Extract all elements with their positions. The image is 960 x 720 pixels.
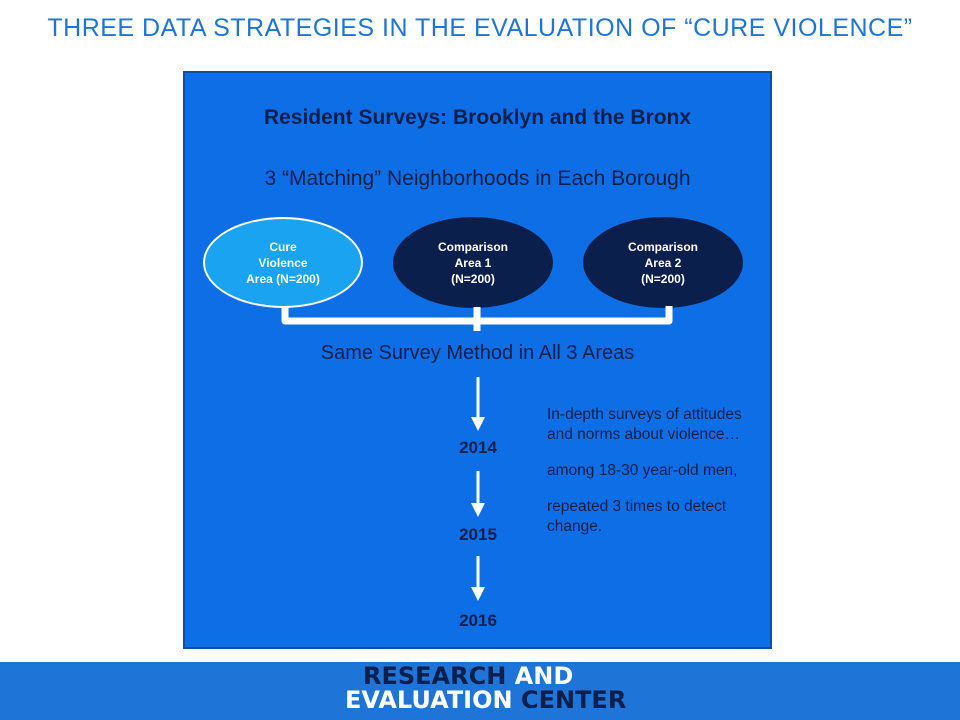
logo-word: RESEARCH — [363, 662, 507, 690]
arrow-to-2014-head — [471, 417, 485, 431]
year-2015: 2015 — [459, 525, 497, 544]
panel-heading: Resident Surveys: Brooklyn and the Bronx — [263, 106, 692, 129]
note-population: among 18-30 year-old men, — [547, 462, 738, 479]
logo-word: CENTER — [512, 686, 627, 714]
year-2014: 2014 — [459, 438, 497, 457]
slide-title: THREE DATA STRATEGIES IN THE EVALUATION OF “CURE VIOLENCE” — [47, 14, 913, 42]
logo-word: EVALUATION — [345, 686, 513, 714]
survey-method-label: Same Survey Method in All 3 Areas — [320, 342, 635, 364]
area-line: Area 2 — [644, 255, 682, 270]
area-line: Area 1 — [454, 255, 492, 270]
arrow-to-2015-head — [471, 503, 485, 517]
area-line: Comparison — [437, 239, 508, 254]
panel-subheading: 3 “Matching” Neighborhoods in Each Borough — [264, 167, 691, 190]
year-2016: 2016 — [459, 611, 497, 630]
area-line: Violence — [258, 255, 308, 270]
logo-word: AND — [506, 662, 574, 690]
note-surveys: In-depth surveys of attitudes and norms about violence… — [547, 406, 742, 443]
area-line: Area (N=200) — [246, 271, 320, 286]
area-line: (N=200) — [641, 271, 685, 286]
note-repetition: repeated 3 times to detect change. — [547, 498, 727, 535]
resident-surveys-panel — [183, 71, 772, 649]
arrow-to-2016-head — [471, 587, 485, 601]
survey-notes — [547, 405, 747, 553]
footer-bar — [0, 662, 960, 720]
area-line: Comparison — [627, 239, 698, 254]
area-line: (N=200) — [451, 271, 495, 286]
area-line: Cure — [269, 239, 297, 254]
